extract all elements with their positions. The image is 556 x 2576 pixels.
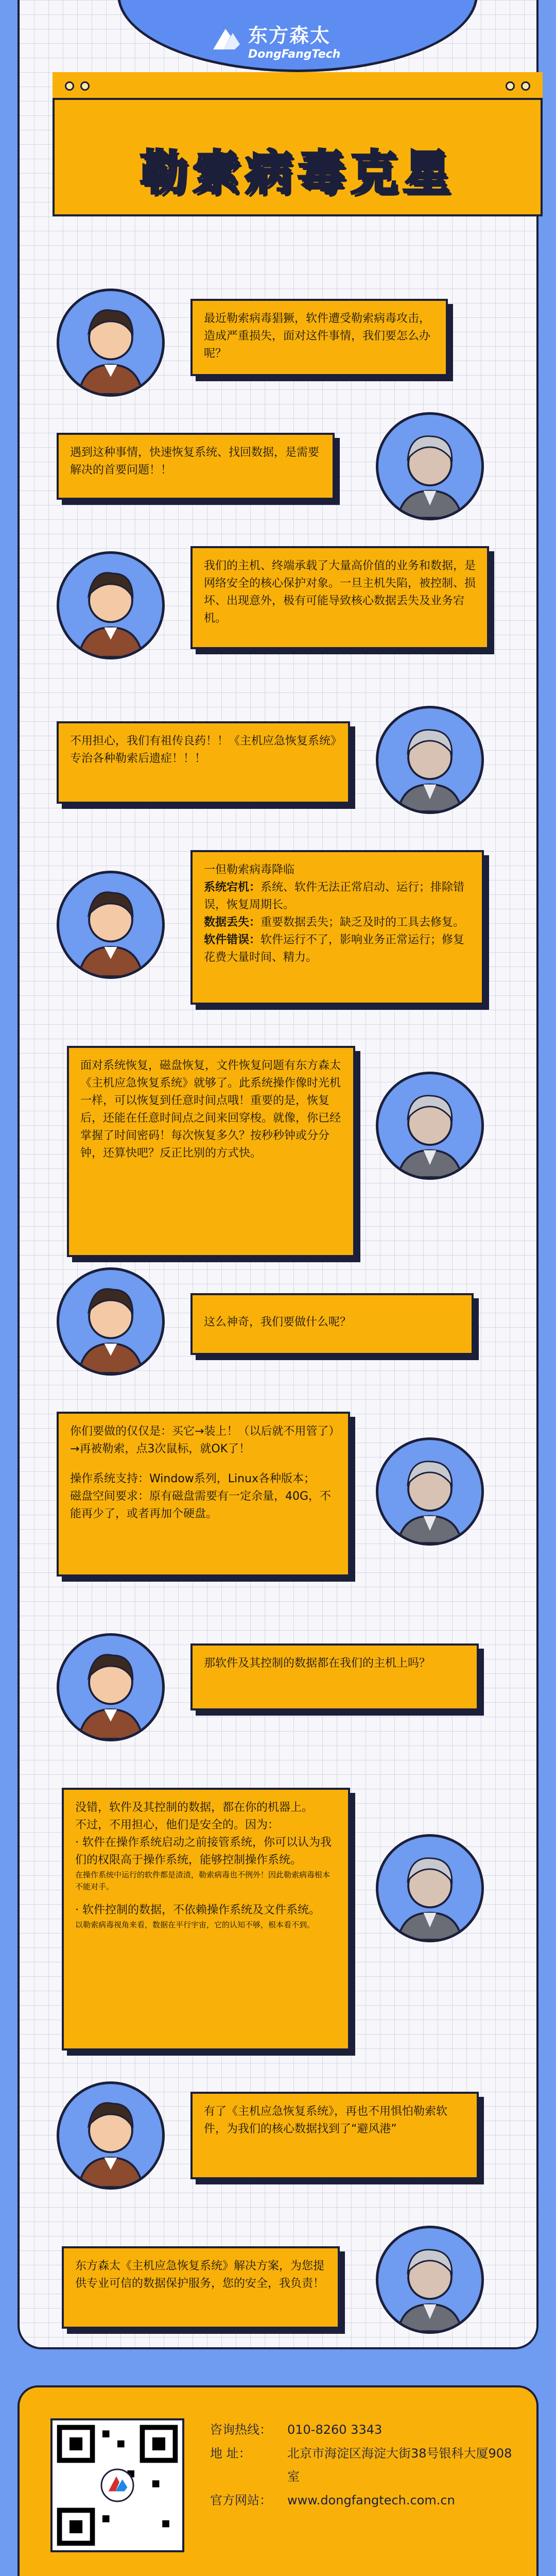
item-text: 重要数据丢失；缺乏及时的工具去修复。 [260,916,465,929]
avatar-young-man [57,871,165,979]
message-text: · 软件在操作系统启动之前接管系统，你可以认为我们的权限高于操作系统，能够控制操作系统。 [75,1836,332,1867]
message-text: 东方森太《主机应急恢复系统》解决方案，为您提供专业可信的数据保护服务，您的安全，我负责！ [75,2260,325,2291]
message-text: 你们要做的仅仅是：买它→装上！（以后就不用管了）→再被勒索，点3次鼠标，就OK了！ [70,1425,335,1456]
pin-icon [65,81,74,91]
avatar-older-man [376,412,484,520]
footer-panel [18,2385,538,2576]
message-note: 在操作系统中运行的软件都是渣渣，勒索病毒也不例外！因此勒索病毒根本不能对手。 [75,1870,331,1891]
bubble-7 [190,1293,474,1355]
hotline-value: 010-8260 3343 [287,2422,383,2437]
item-label: 数据丢失： [204,916,261,929]
item-label: 系统宕机： [204,881,261,894]
website-value[interactable]: www.dongfangtech.com.cn [287,2493,455,2507]
bubble-1 [190,299,448,376]
bubble-2 [57,433,335,500]
address-label: 地 址： [210,2446,251,2461]
message-text: 有了《主机应急恢复系统》，再也不用惧怕勒索软件，为我们的核心数据找到了“避风港” [204,2105,448,2136]
pin-icon [80,81,90,91]
logo-icon [210,26,243,55]
bubble-8 [57,1412,350,1577]
website-label: 官方网站： [210,2493,272,2507]
message-text: 磁盘空间要求：原有磁盘需要有一定余量，40G，不能再少了，或者再加个硬盘。 [70,1490,332,1521]
avatar-older-man [376,1072,484,1180]
brand-en: DongFangTech [248,48,341,61]
qr-code-icon [50,2418,184,2552]
avatar-older-man [376,2226,484,2334]
message-text: 没错，软件及其控制的数据，都在你的机器上。 [75,1801,314,1814]
message-text: 这么神奇，我们要做什么呢？ [204,1316,352,1329]
bubble-9 [190,1643,479,1710]
hotline-label: 咨询热线： [210,2422,272,2437]
pin-icon [521,81,530,91]
avatar-older-man [376,706,484,814]
item-label: 软件错误： [204,934,261,947]
avatar-young-man [57,289,165,397]
address-value: 北京市海淀区海淀大街38号银科大厦908室 [287,2446,512,2484]
item-text: 系统、软件无法正常启动、运行；排除错误，恢复周期长。 [204,881,465,912]
avatar-young-man [57,2081,165,2190]
bubble-6 [67,1046,355,1257]
bubble-3 [190,546,489,649]
message-text: 那软件及其控制的数据都在我们的主机上吗？ [204,1657,431,1670]
message-text: · 软件控制的数据，不依赖操作系统及文件系统。 [75,1904,320,1917]
bubble-10 [62,1788,350,2050]
message-text: 遇到这种事情，快速恢复系统、找回数据，是需要解决的首要问题！！ [70,446,320,477]
bubble-4 [57,721,350,804]
message-text: 不过，不用担心，他们是安全的。因为： [75,1819,280,1832]
bubble-12 [62,2246,340,2329]
item-text: 软件运行不了，影响业务正常运行；修复花费大量时间、精力。 [204,934,465,964]
message-text: 面对系统恢复，磁盘恢复，文件恢复问题有东方森太《主机应急恢复系统》就够了。此系统操作像时光机一样，可以恢复到任意时间点哦！重要的是，恢复后，还能在任意时间点之间来回穿梭。就像，你已经掌握了时间密码！每次恢复多久？按秒秒钟或分分钟，还算快吧？反正比别的方式快。 [80,1059,341,1160]
avatar-older-man [376,1437,484,1546]
page-title: 勒索病毒克星 [140,145,455,200]
message-text: 最近勒索病毒猖獗，软件遭受勒索病毒攻击，造成严重损失，面对这件事情，我们要怎么办呢？ [204,312,431,361]
message-lead: 一但勒索病毒降临 [204,863,295,876]
avatar-older-man [376,1834,484,1942]
bubble-5 [190,850,484,1005]
brand-logo [210,20,385,61]
message-text: 我们的主机、终端承载了大量高价值的业务和数据，是网络安全的核心保护对象。一旦主机失陷，被控制、损坏、出现意外，极有可能导致核心数据丢失及业务宕机。 [204,560,476,625]
contact-info [210,2418,519,2512]
bubble-11 [190,2092,479,2179]
avatar-young-man [57,551,165,659]
message-text: 操作系统支持：Window系列，Linux各种版本； [70,1472,316,1486]
avatar-young-man [57,1267,165,1376]
avatar-young-man [57,1633,165,1741]
brand-cn: 东方森太 [248,24,331,47]
pin-icon [506,81,515,91]
message-note: 以勒索病毒视角来看，数据在平行宇宙，它的认知不够，根本看不到。 [75,1920,315,1930]
title-panel [53,72,543,216]
message-text: 不用担心，我们有祖传良药！！《主机应急恢复系统》专治各种勒索后遗症！！！ [70,735,337,766]
